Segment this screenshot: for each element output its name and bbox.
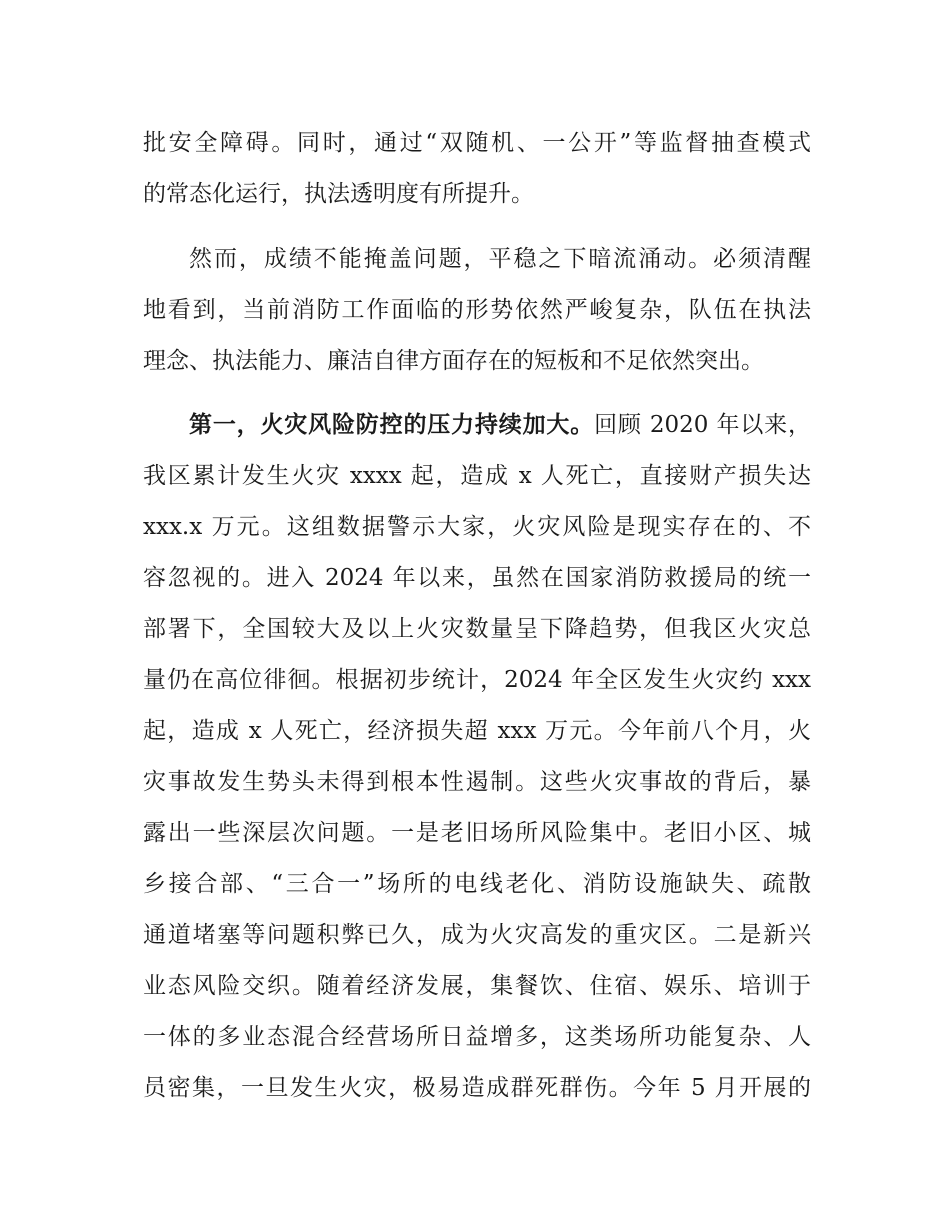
paragraph-line: 通道堵塞等问题积弊已久，成为火灾高发的重灾区。二是新兴 [143, 922, 811, 948]
paragraph-first-line [143, 400, 811, 451]
paragraph-line: 员密集，一旦发生火灾，极易造成群死群伤。今年 5 月开展的 [143, 1075, 811, 1101]
paragraph-2 [143, 234, 811, 387]
paragraph-line: 一体的多业态混合经营场所日益增多，这类场所功能复杂、人 [143, 1024, 811, 1050]
heading-line-rest: 回顾 2020 年以来， [594, 412, 812, 438]
paragraph-line: 我区累计发生火灾 xxxx 起，造成 x 人死亡，直接财产损失达 [143, 463, 811, 489]
paragraph-line: 的常态化运行，执法透明度有所提升。 [143, 181, 534, 207]
paragraph-line: 乡接合部、“三合一”场所的电线老化、消防设施缺失、疏散 [143, 871, 811, 897]
paragraph-line: 业态风险交织。随着经济发展，集餐饮、住宿、娱乐、培训于 [143, 973, 811, 999]
paragraph-1 [143, 118, 811, 220]
paragraph-line: 起，造成 x 人死亡，经济损失超 xxx 万元。今年前八个月，火 [143, 718, 811, 744]
section-heading: 第一，火灾风险防控的压力持续加大。 [189, 412, 595, 438]
paragraph-line: 然而，成绩不能掩盖问题，平稳之下暗流涌动。必须清醒 [189, 246, 811, 272]
paragraph-line: 部署下，全国较大及以上火灾数量呈下降趋势，但我区火灾总 [143, 616, 811, 642]
paragraph-line: 理念、执法能力、廉洁自律方面存在的短板和不足依然突出。 [143, 348, 764, 374]
paragraph-line: 灾事故发生势头未得到根本性遏制。这些火灾事故的背后，暴 [143, 769, 811, 795]
paragraph-line: 露出一些深层次问题。一是老旧场所风险集中。老旧小区、城 [143, 820, 811, 846]
paragraph-line: 容忽视的。进入 2024 年以来，虽然在国家消防救援局的统一 [143, 565, 811, 591]
paragraph-line: 批安全障碍。同时，通过“双随机、一公开”等监督抽查模式 [143, 130, 811, 156]
paragraph-line: 地看到，当前消防工作面临的形势依然严峻复杂，队伍在执法 [143, 297, 811, 323]
paragraph-line: 量仍在高位徘徊。根据初步统计，2024 年全区发生火灾约 xxx [143, 667, 811, 693]
paragraph-3 [143, 400, 811, 1114]
paragraph-line: xxx.x 万元。这组数据警示大家，火灾风险是现实存在的、不 [143, 514, 811, 540]
